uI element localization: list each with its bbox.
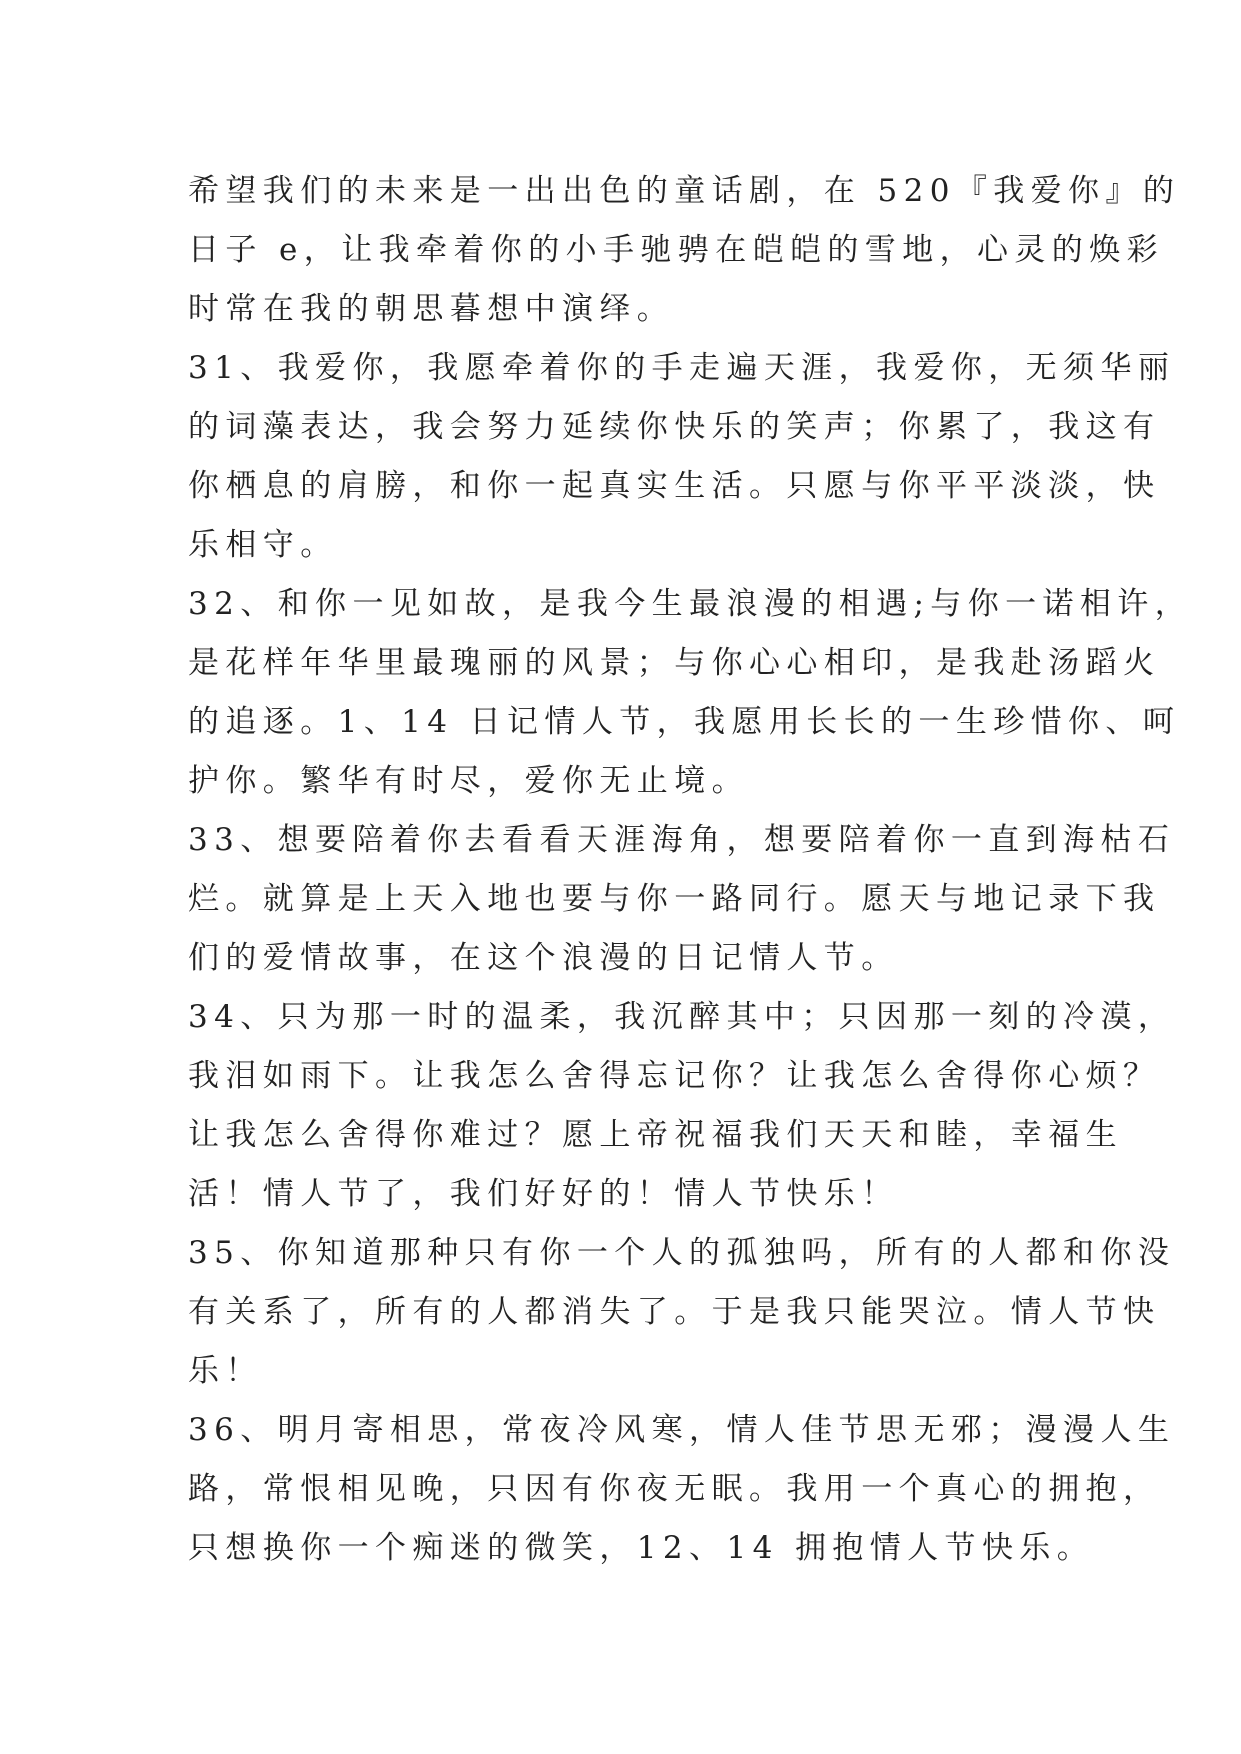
text-line: 我泪如雨下。让我怎么舍得忘记你？让我怎么舍得你心烦？ <box>188 1058 1161 1094</box>
text-line: 有关系了，所有的人都消失了。于是我只能哭泣。情人节快 <box>188 1294 1161 1330</box>
text-line: 希望我们的未来是一出出色的童话剧，在 520『我爱你』的 <box>188 173 1181 209</box>
text-line: 32、和你一见如故，是我今生最浪漫的相遇;与你一诺相许， <box>188 586 1193 622</box>
text-line: 日子 e，让我牵着你的小手驰骋在皑皑的雪地，心灵的焕彩 <box>188 232 1164 268</box>
text-line: 乐！ <box>188 1353 263 1389</box>
text-line: 时常在我的朝思暮想中演绎。 <box>188 291 675 327</box>
text-line: 只想换你一个痴迷的微笑，12、14 拥抱情人节快乐。 <box>188 1530 1095 1566</box>
text-line: 路，常恨相见晚，只因有你夜无眠。我用一个真心的拥抱， <box>188 1471 1161 1507</box>
text-line: 35、你知道那种只有你一个人的孤独吗，所有的人都和你没 <box>188 1235 1176 1271</box>
text-line: 31、我爱你，我愿牵着你的手走遍天涯，我爱你，无须华丽 <box>188 350 1176 386</box>
text-line: 33、想要陪着你去看看天涯海角，想要陪着你一直到海枯石 <box>188 822 1176 858</box>
text-line: 36、明月寄相思，常夜冷风寒，情人佳节思无邪；漫漫人生 <box>188 1412 1176 1448</box>
text-line: 34、只为那一时的温柔，我沉醉其中；只因那一刻的冷漠， <box>188 999 1176 1035</box>
text-line: 的词藻表达，我会努力延续你快乐的笑声；你累了，我这有 <box>188 409 1161 445</box>
text-line: 护你。繁华有时尽，爱你无止境。 <box>188 763 749 799</box>
document-body <box>188 162 1193 1578</box>
text-line: 的追逐。1、14 日记情人节，我愿用长长的一生珍惜你、呵 <box>188 704 1181 740</box>
text-line: 乐相守。 <box>188 527 338 563</box>
text-line: 活！情人节了，我们好好的！情人节快乐！ <box>188 1176 899 1212</box>
text-line: 是花样年华里最瑰丽的风景；与你心心相印，是我赴汤蹈火 <box>188 645 1161 681</box>
text-line: 们的爱情故事，在这个浪漫的日记情人节。 <box>188 940 899 976</box>
text-line: 烂。就算是上天入地也要与你一路同行。愿天与地记录下我 <box>188 881 1161 917</box>
text-line: 让我怎么舍得你难过？愿上帝祝福我们天天和睦，幸福生 <box>188 1117 1123 1153</box>
text-line: 你栖息的肩膀，和你一起真实生活。只愿与你平平淡淡，快 <box>188 468 1161 504</box>
